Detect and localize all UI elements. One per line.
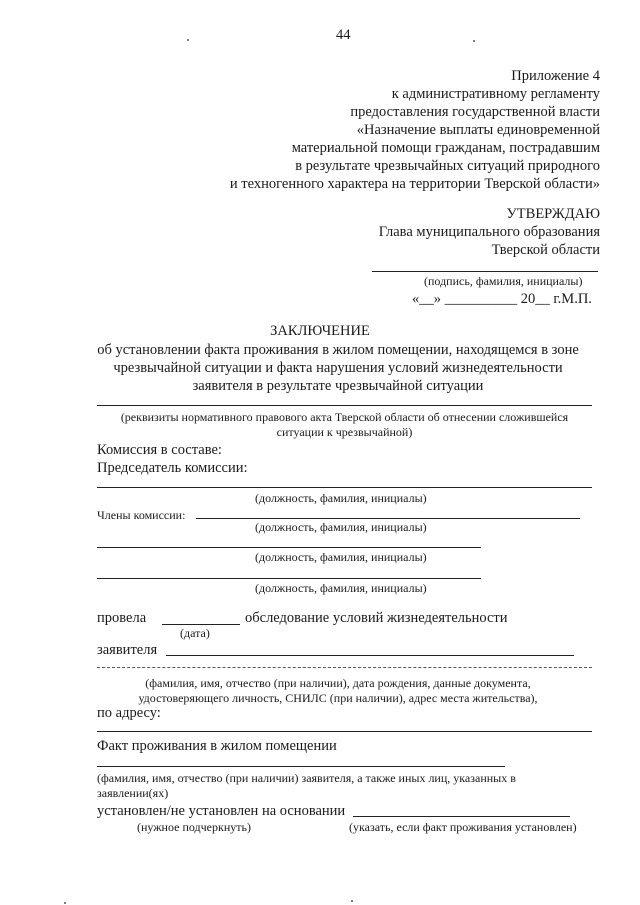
scan-speck bbox=[473, 40, 475, 42]
residence-fact-label: Факт проживания в жилом помещении bbox=[97, 738, 337, 754]
applicant-label: заявителя bbox=[97, 642, 158, 658]
residence-caption-line: заявлении(ях) bbox=[97, 786, 169, 800]
head-title: Глава муниципального образования bbox=[378, 224, 600, 240]
specify-caption: (указать, если факт проживания установлен) bbox=[349, 820, 577, 834]
signature-caption: (подпись, фамилия, инициалы) bbox=[424, 274, 583, 288]
survey-date-line[interactable] bbox=[162, 624, 240, 625]
date-caption: (дата) bbox=[180, 626, 210, 640]
position-caption: (должность, фамилия, инициалы) bbox=[255, 520, 427, 534]
position-caption: (должность, фамилия, инициалы) bbox=[255, 491, 427, 505]
document-subtitle-line: заявителя в результате чрезвычайной ситуации bbox=[192, 378, 484, 394]
underline-caption: (нужное подчеркнуть) bbox=[137, 820, 251, 834]
member-line[interactable] bbox=[97, 547, 481, 548]
residence-caption-line: (фамилия, имя, отчество (при наличии) заявителя, а также иных лиц, указанных в bbox=[97, 771, 516, 785]
conducted-label: провела bbox=[97, 610, 147, 626]
appendix-line: Приложение 4 bbox=[511, 68, 600, 84]
appendix-line: и техногенного характера на территории Тверской области» bbox=[229, 176, 600, 192]
scan-speck bbox=[64, 902, 66, 904]
applicant-caption-line: (фамилия, имя, отчество (при наличии), дата рождения, данные документа, bbox=[145, 676, 531, 690]
applicant-line-2[interactable] bbox=[97, 667, 592, 668]
members-label: Члены комиссии: bbox=[97, 508, 186, 522]
address-label: по адресу: bbox=[97, 705, 161, 721]
commission-label: Комиссия в составе: bbox=[97, 442, 222, 458]
member-line[interactable] bbox=[196, 518, 580, 519]
basis-line[interactable] bbox=[353, 816, 570, 817]
residence-line[interactable] bbox=[97, 766, 505, 767]
document-subtitle-line: об установлении факта проживания в жилом помещении, находящемся в зоне bbox=[97, 342, 579, 358]
document-subtitle-line: чрезвычайной ситуации и факта нарушения условий жизнедеятельности bbox=[113, 360, 563, 376]
appendix-line: в результате чрезвычайных ситуаций природного bbox=[295, 158, 600, 174]
position-caption: (должность, фамилия, инициалы) bbox=[255, 550, 427, 564]
address-line[interactable] bbox=[97, 731, 592, 732]
approval-date: «__» __________ 20__ г.М.П. bbox=[412, 291, 592, 307]
page-number: 44 bbox=[336, 27, 351, 43]
approve-heading: УТВЕРЖДАЮ bbox=[506, 206, 600, 222]
head-region: Тверской области bbox=[491, 242, 600, 258]
scan-speck bbox=[187, 39, 189, 41]
scan-speck bbox=[351, 900, 353, 902]
member-line[interactable] bbox=[97, 578, 481, 579]
signature-line[interactable] bbox=[372, 271, 598, 272]
appendix-line: предоставления государственной власти bbox=[350, 104, 600, 120]
survey-label: обследование условий жизнедеятельности bbox=[245, 610, 508, 626]
requisites-line[interactable] bbox=[97, 405, 592, 406]
chairman-label: Председатель комиссии: bbox=[97, 460, 248, 476]
chairman-line[interactable] bbox=[97, 487, 592, 488]
applicant-caption-line: удостоверяющего личность, СНИЛС (при наличии), адрес места жительства), bbox=[138, 691, 538, 705]
requisites-caption-line: (реквизиты нормативного правового акта Тверской области об отнесении сложившейся bbox=[120, 410, 569, 424]
appendix-line: к административному регламенту bbox=[391, 86, 600, 102]
position-caption: (должность, фамилия, инициалы) bbox=[255, 581, 427, 595]
applicant-line[interactable] bbox=[166, 655, 574, 656]
appendix-line: «Назначение выплаты единовременной bbox=[356, 122, 600, 138]
requisites-caption-line: ситуации к чрезвычайной) bbox=[276, 425, 413, 439]
document-title: ЗАКЛЮЧЕНИЕ bbox=[270, 323, 370, 339]
established-label: установлен/не установлен на основании bbox=[97, 803, 346, 819]
appendix-line: материальной помощи гражданам, пострадавшим bbox=[291, 140, 600, 156]
residence-caption bbox=[97, 771, 595, 786]
